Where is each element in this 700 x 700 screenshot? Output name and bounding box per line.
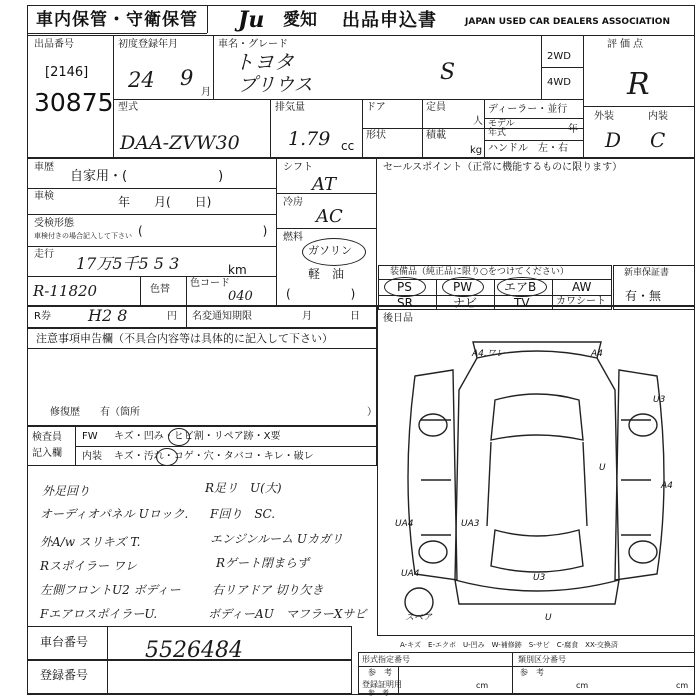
after-fit-label: 後日品: [383, 313, 413, 324]
grid-line: [362, 128, 583, 129]
fuel-paren: ( ): [286, 287, 356, 301]
equip-seat: カワシート: [556, 296, 606, 307]
grid-line: [186, 276, 187, 306]
load-label: 積載: [426, 130, 446, 141]
reg-cert-label: 登録証明用: [362, 680, 402, 689]
interior-score: C: [650, 128, 666, 152]
mark-ua4-bottom: UA4: [401, 569, 420, 579]
org-english: JAPAN USED CAR DEALERS ASSOCIATION: [465, 17, 670, 27]
grid-line: [27, 214, 276, 215]
fuel-diesel: 軽 油: [308, 267, 345, 281]
ju-logo: Ju: [238, 7, 265, 33]
repair-history-label: 修復歴 有（箇所: [50, 407, 140, 418]
grid-line: [512, 652, 513, 694]
fuel-label: 燃料: [283, 232, 303, 243]
pw-circle: [442, 277, 484, 297]
displacement-value: 1.79: [288, 128, 331, 150]
gasoline-circle: [302, 238, 366, 266]
mileage-label: 走行: [34, 249, 54, 260]
grid-line: [583, 35, 584, 158]
reg-number-label: 登録番号: [40, 668, 89, 682]
door-label: ドア: [366, 102, 386, 113]
registration-label: 初度登録年月: [118, 39, 178, 50]
r-ticket-label: R券: [34, 311, 51, 322]
exterior-score: D: [605, 128, 622, 152]
note-5: 外A/w スリキズ T.: [40, 535, 141, 549]
interior-inspect-label: 内装: [82, 451, 102, 462]
receipt-note: 車検付きの場合記入して下さい: [34, 232, 132, 240]
grid-line: [358, 666, 695, 667]
receipt-paren: ( ): [138, 224, 268, 238]
mark-u-center: U: [599, 463, 606, 473]
note-9: 左側フロントU2 ボディー: [40, 583, 181, 597]
lot-bracket: [2146]: [45, 65, 89, 80]
grid-line: [140, 276, 141, 306]
handle-label: ハンドル 左・右: [488, 143, 568, 154]
shape-label: 形状: [366, 130, 386, 141]
warranty-options: 有・無: [625, 289, 662, 303]
chassis-label: 車台番号: [40, 635, 89, 649]
org-name: 愛知: [283, 10, 317, 30]
mark-a4-front: A4: [591, 349, 603, 359]
airbag-circle: [497, 277, 547, 297]
fw-items: キズ・凹み・ヒビ割・リペア跡・X要: [114, 431, 281, 442]
model-year-label: モデル 年式: [488, 119, 515, 139]
yen-unit: 円: [167, 311, 177, 322]
note-12: ボディーAU マフラーXサビ: [208, 607, 367, 621]
fuel-gasoline: ガソリン: [308, 244, 352, 257]
equip-pw: PW: [453, 280, 473, 294]
grid-line: [270, 99, 271, 158]
ac-label: 冷房: [283, 197, 303, 208]
fw-label: FW: [82, 431, 98, 442]
grid-line: [276, 158, 277, 306]
capacity-label: 定員: [426, 102, 446, 113]
mark-a4-right: A4: [661, 481, 673, 491]
classification-label: 類別区分番号: [518, 655, 566, 664]
grid-line: [213, 35, 214, 99]
registration-year: 24: [128, 68, 155, 92]
km-unit: km: [228, 263, 247, 277]
exterior-label: 外装: [594, 111, 614, 122]
note-7: Rスポイラー ワレ: [40, 559, 137, 573]
lot-label: 出品番号: [34, 39, 74, 50]
r-number: R-11820: [33, 282, 98, 300]
dent-circle: [168, 428, 190, 446]
note-2: R足リ U(大): [205, 481, 282, 495]
color-code: 040: [228, 289, 253, 304]
mark-u-bottom: U: [545, 613, 552, 620]
lot-number: 30875: [34, 88, 114, 117]
month-unit: 月: [201, 87, 211, 98]
history-value: 自家用・( ): [70, 169, 224, 184]
name-change-label: 名変通知期限: [192, 311, 252, 322]
drive-4wd: 4WD: [547, 77, 571, 88]
year-unit: 年: [568, 124, 578, 135]
dealer-label: ディーラー・並行: [488, 104, 568, 115]
drive-2wd: 2WD: [547, 51, 571, 62]
grid-line: [541, 67, 583, 68]
chassis-number: 5526484: [145, 638, 243, 663]
form-title: 出品申込書: [342, 10, 437, 31]
color-code-label: 色コード: [190, 278, 230, 289]
mark-ua3: UA3: [461, 519, 480, 529]
equip-sr: SR: [397, 296, 413, 310]
name-change-month: 月: [302, 311, 312, 322]
r-ticket-value: H2 8: [88, 306, 128, 325]
grid-line: [186, 306, 187, 328]
grid-line: [27, 348, 377, 349]
capacity-unit: 人: [473, 116, 483, 127]
grid-line: [583, 106, 695, 107]
warranty-label: 新車保証書: [624, 268, 670, 278]
inspector-entry-label: 記入欄: [32, 448, 62, 459]
ref-label-2: 参 考: [520, 668, 544, 677]
car-model: プリウス: [238, 74, 313, 96]
note-11: FエアロスポイラーU.: [40, 607, 158, 621]
notes-label: 注意事項申告欄（不具合内容等は具体的に記入して下さい）: [36, 332, 333, 345]
equip-aw: AW: [572, 280, 592, 294]
equip-ps: PS: [397, 280, 412, 294]
registration-month: 9: [180, 66, 194, 90]
form-designation-label: 形式指定番号: [362, 655, 410, 664]
repair-history-close: ）: [367, 407, 377, 418]
ref-label-1: 参 考: [368, 668, 392, 677]
title-divider: [207, 5, 208, 33]
note-8: Rゲート閉まらず: [216, 556, 310, 570]
type-label: 型式: [118, 102, 138, 113]
mark-u3-right: U3: [653, 395, 666, 405]
cm-unit-2: cm: [576, 681, 589, 690]
ref-label-3: 参 考: [368, 689, 389, 697]
displacement-label: 排気量: [275, 102, 305, 113]
cm-unit-1: cm: [476, 681, 489, 690]
type-value: DAA-ZVW30: [120, 132, 240, 154]
grid-line: [484, 140, 583, 141]
grid-line: [276, 228, 376, 229]
equip-navi: ナビ: [453, 296, 478, 310]
shift-value: AT: [312, 174, 337, 195]
equip-airbag: エアB: [504, 280, 537, 294]
grid-line: [27, 246, 276, 247]
score-value: R: [627, 67, 650, 102]
cc-unit: cc: [341, 139, 355, 153]
damage-legend: A-キズ E-エクボ U-凹み W-補修跡 S-サビ C-腐食 XX-交換済: [400, 641, 618, 649]
note-3: オーディオパネル Uロック.: [40, 507, 189, 521]
mileage-value: 17万5千5 5 3: [76, 254, 180, 273]
note-6: エンジンルーム Uカガリ: [210, 532, 344, 546]
mark-u3-rear: U3: [533, 573, 546, 583]
interior-items: キズ・汚れ・コゲ・穴・タバコ・キレ・破レ: [114, 451, 314, 462]
mark-spare: スペア: [405, 613, 433, 620]
color-change-label: 色替: [150, 284, 170, 295]
score-label: 評価点: [607, 39, 646, 50]
grid-line: [27, 188, 276, 189]
grid-line: [113, 99, 583, 100]
ac-value: AC: [316, 206, 343, 227]
sales-point-label: セールスポイント（正常に機能するものに限ります）: [383, 162, 623, 173]
grid-line: [75, 446, 377, 447]
car-grade: S: [440, 60, 456, 85]
ps-circle: [384, 277, 426, 297]
inspection-value: 年 月( 日): [118, 195, 212, 209]
interior-label: 内装: [648, 111, 668, 122]
history-label: 車歴: [34, 162, 54, 173]
mark-ua4-left: UA4: [395, 519, 414, 529]
grid-line: [376, 158, 377, 306]
name-change-day: 日: [350, 311, 360, 322]
car-make: トヨタ: [234, 50, 294, 74]
equipment-label: 装備品（純正品に限り○をつけてください）: [390, 267, 569, 277]
note-10: 右リアドア 切り欠き: [212, 583, 324, 597]
cm-unit-3: cm: [676, 681, 689, 690]
title-underline: [27, 33, 207, 34]
stain-circle: [156, 448, 178, 466]
inspection-label: 車検: [34, 191, 54, 202]
load-unit: kg: [470, 145, 483, 156]
equip-tv: TV: [514, 296, 530, 310]
note-4: F回り SC.: [210, 507, 276, 521]
receipt-label: 受検形態: [34, 218, 74, 229]
car-name-label: 車名・グレード: [218, 39, 288, 50]
mark-a4-wa: A4.ワレ: [472, 349, 505, 359]
car-diagram: [377, 330, 695, 620]
shift-label: シフト: [283, 162, 313, 173]
inspector-label: 検査員: [32, 432, 62, 443]
storage-title: 車内保管・守衛保管: [36, 10, 198, 30]
note-1: 外足回り: [42, 484, 91, 498]
